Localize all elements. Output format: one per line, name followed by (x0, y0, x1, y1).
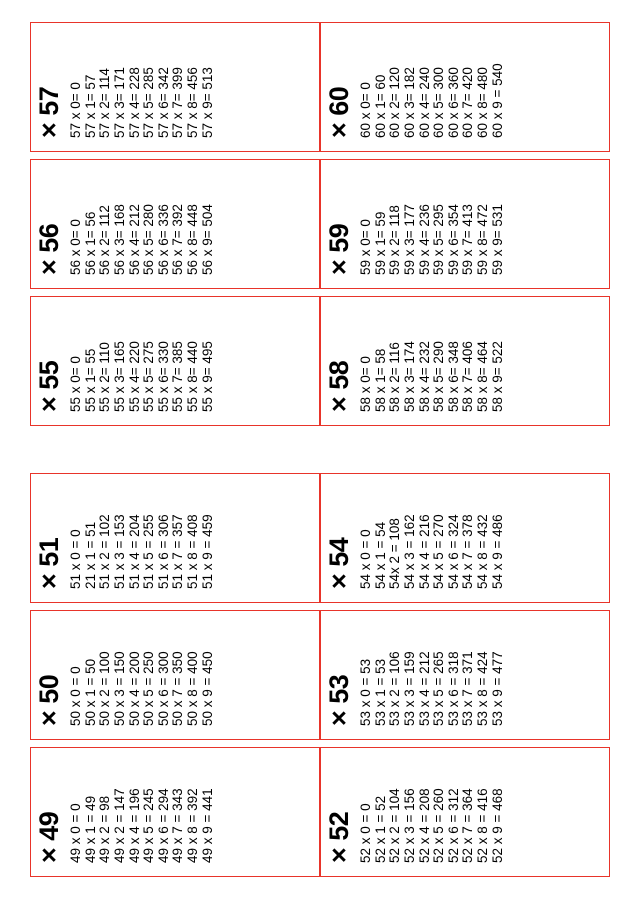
fact-row: 51 x 0 = 0 (68, 529, 83, 589)
fact-row: 52 x 9 = 468 (489, 788, 505, 863)
fact-row: 56 x 4= 212 (126, 204, 142, 275)
fact-row: 56 x 7= 392 (170, 204, 186, 275)
group-spacer (0, 426, 640, 473)
fact-row: 53 x 5 = 265 (431, 651, 447, 726)
fact-row: 56 x 5= 280 (141, 204, 157, 275)
fact-row: 55 x 9= 495 (199, 341, 215, 412)
fact-row: 56 x 8= 448 (185, 204, 201, 275)
fact-row: 52 x 3 = 156 (401, 788, 417, 863)
fact-row: 49 x 1 = 49 (82, 795, 98, 863)
fact-row: 60 x 7= 420 (460, 67, 476, 138)
card-group-upper (0, 0, 640, 426)
flashcard-55[interactable] (30, 296, 320, 426)
fact-row: 51 x 9 = 459 (199, 514, 215, 589)
flashcard-50[interactable] (30, 610, 320, 740)
fact-row: 55 x 8= 440 (185, 341, 201, 412)
fact-list (63, 788, 215, 877)
fact-row: 59 x 1= 59 (372, 211, 388, 275)
fact-row: 52 x 2 = 104 (387, 788, 403, 863)
fact-row: 59 x 5= 295 (431, 204, 447, 275)
fact-row: 56 x 6= 336 (155, 204, 171, 275)
fact-row: 49 x 4 = 196 (126, 788, 142, 863)
fact-row: 53 x 4 = 212 (416, 651, 432, 726)
fact-row: 60 x 1= 60 (372, 74, 388, 138)
fact-row: 52 x 4 = 208 (416, 788, 432, 863)
fact-list (353, 514, 505, 603)
fact-row: 59 x 6= 354 (445, 204, 461, 275)
fact-row: 53 x 9 = 477 (489, 651, 505, 726)
fact-row: 58 x 5= 290 (431, 341, 447, 412)
fact-row: 53 x 7 = 371 (460, 651, 476, 726)
fact-row: 52 x 7 = 364 (460, 788, 476, 863)
fact-row: 57 x 5= 285 (141, 67, 157, 138)
fact-list (63, 204, 215, 289)
fact-row: 21 x 1 = 51 (82, 521, 98, 589)
fact-row: 52 x 8 = 416 (475, 788, 491, 863)
card-title: × 56 (34, 223, 64, 275)
fact-row: 60 x 4= 240 (416, 67, 432, 138)
fact-row: 49 x 8 = 392 (185, 788, 201, 863)
fact-row: 52 x 5 = 260 (431, 788, 447, 863)
fact-row: 57 x 9= 513 (199, 67, 215, 138)
fact-row: 57 x 4= 228 (126, 67, 142, 138)
fact-row: 54 x 7 = 378 (460, 514, 476, 589)
fact-row: 56 x 3= 168 (111, 204, 127, 275)
fact-row: 60 x 5= 300 (431, 67, 447, 138)
fact-row: 58 x 4= 232 (416, 341, 432, 412)
fact-row: 54 x 9 = 486 (489, 514, 505, 589)
fact-row: 50 x 2 = 100 (97, 651, 113, 726)
fact-row: 52 x 1 = 52 (372, 795, 388, 863)
fact-row: 53 x 3 = 159 (401, 651, 417, 726)
fact-row: 50 x 3 = 150 (111, 651, 127, 726)
fact-row: 49 x 0 = 0 (68, 803, 83, 863)
card-title: × 58 (324, 360, 354, 412)
fact-row: 50 x 4 = 200 (126, 651, 142, 726)
fact-row: 50 x 9 = 450 (199, 651, 215, 726)
fact-row: 56 x 0= 0 (68, 219, 83, 275)
fact-row: 60 x 3= 182 (401, 67, 417, 138)
flashcard-56[interactable] (30, 159, 320, 289)
fact-row: 50 x 7 = 350 (170, 651, 186, 726)
fact-row: 57 x 6= 342 (155, 67, 171, 138)
fact-row: 51 x 4 = 204 (126, 514, 142, 589)
card-title: × 52 (324, 811, 354, 863)
fact-row: 49 x 5 = 245 (141, 788, 157, 863)
fact-row: 49 x 7 = 343 (170, 788, 186, 863)
fact-row: 50 x 1 = 50 (82, 658, 98, 726)
fact-row: 53 x 8 = 424 (475, 651, 491, 726)
fact-row: 51 x 2 = 102 (97, 514, 113, 589)
fact-row: 57 x 8= 456 (185, 67, 201, 138)
fact-row: 52 x 6 = 312 (445, 788, 461, 863)
fact-row: 58 x 0= 0 (358, 356, 373, 412)
fact-row: 49 x 9 = 441 (199, 788, 215, 863)
fact-row: 53 x 0 = 53 (358, 658, 373, 726)
flashcard-54[interactable] (320, 473, 610, 603)
fact-row: 50 x 8 = 400 (185, 651, 201, 726)
fact-row: 59 x 0= 0 (358, 219, 373, 275)
fact-row: 58 x 3= 174 (401, 341, 417, 412)
fact-row: 53 x 2 = 106 (387, 651, 403, 726)
fact-row: 54 x 3 = 162 (401, 514, 417, 589)
fact-row: 56 x 2= 112 (97, 205, 113, 275)
fact-list (353, 204, 505, 289)
fact-row: 54 x 5 = 270 (431, 514, 447, 589)
fact-list (353, 788, 505, 877)
fact-row: 58 x 1= 58 (372, 348, 388, 412)
fact-row: 54 x 4 = 216 (416, 514, 432, 589)
flashcard-57[interactable] (30, 22, 320, 152)
card-row (0, 747, 640, 877)
fact-row: 51 x 5 = 255 (141, 514, 157, 589)
fact-row: 51 x 7 = 357 (170, 514, 186, 589)
fact-row: 52 x 0 = 0 (358, 803, 373, 863)
fact-row: 55 x 6= 330 (155, 341, 171, 412)
fact-row: 53 x 6 = 318 (445, 651, 461, 726)
fact-row: 59 x 3= 177 (401, 204, 417, 275)
fact-row: 59 x 7= 413 (460, 204, 476, 275)
fact-list (63, 67, 215, 152)
fact-row: 54 x 8 = 432 (475, 514, 491, 589)
fact-row: 51 x 8 = 408 (185, 514, 201, 589)
fact-row: 56 x 1= 56 (82, 211, 98, 275)
fact-list (63, 341, 215, 426)
fact-row: 54 x 0 = 0 (358, 529, 373, 589)
fact-row: 59 x 8= 472 (475, 204, 491, 275)
fact-list (63, 514, 215, 603)
fact-row: 57 x 3= 171 (111, 67, 127, 138)
fact-row: 54 x 1 = 54 (372, 521, 388, 589)
card-row (0, 296, 640, 426)
row-spacer (0, 740, 640, 747)
flashcard-58[interactable] (320, 296, 610, 426)
card-title: × 59 (324, 223, 354, 275)
fact-row: 60 x 9 = 540 (489, 63, 505, 138)
fact-row: 50 x 0 = 0 (68, 666, 83, 726)
card-title: × 54 (324, 537, 354, 589)
flashcard-53[interactable] (320, 610, 610, 740)
row-spacer (0, 289, 640, 296)
fact-row: 59 x 2= 118 (387, 205, 403, 275)
row-spacer (0, 603, 640, 610)
fact-row: 54 x 6 = 324 (445, 514, 461, 589)
fact-row: 55 x 7= 385 (170, 341, 186, 412)
fact-row: 57 x 2= 114 (97, 68, 113, 138)
fact-row: 53 x 1 = 53 (372, 658, 388, 726)
flashcard-59[interactable] (320, 159, 610, 289)
card-title: × 57 (34, 86, 64, 138)
fact-row: 55 x 3= 165 (111, 341, 127, 412)
flashcard-52[interactable] (320, 747, 610, 877)
fact-row: 49 x 2 = 98 (97, 795, 113, 863)
fact-row: 50 x 5 = 250 (141, 651, 157, 726)
card-title: × 53 (324, 674, 354, 726)
fact-row: 58 x 2= 116 (387, 342, 403, 412)
card-row (0, 473, 640, 603)
fact-row: 57 x 0= 0 (68, 82, 83, 138)
fact-row: 49 x 6 = 294 (155, 788, 171, 863)
fact-row: 59 x 4= 236 (416, 204, 432, 275)
fact-row: 59 x 9= 531 (489, 204, 505, 275)
fact-row: 60 x 6= 360 (445, 67, 461, 138)
fact-row: 57 x 1= 57 (82, 74, 98, 138)
fact-row: 55 x 2= 110 (97, 342, 113, 412)
fact-row: 54x 2 = 108 (387, 518, 403, 589)
fact-row: 51 x 6 = 306 (155, 514, 171, 589)
card-title: × 50 (34, 674, 64, 726)
fact-list (353, 651, 505, 740)
fact-row: 60 x 8= 480 (475, 67, 491, 138)
fact-row: 51 x 3 = 153 (111, 514, 127, 589)
fact-row: 55 x 0= 0 (68, 356, 83, 412)
row-spacer (0, 152, 640, 159)
flashcard-51[interactable] (30, 473, 320, 603)
card-title: × 60 (324, 86, 354, 138)
fact-list (63, 651, 215, 740)
card-title: × 49 (34, 811, 64, 863)
card-row (0, 22, 640, 152)
fact-row: 58 x 8= 464 (475, 341, 491, 412)
card-title: × 51 (34, 537, 64, 589)
fact-row: 58 x 6= 348 (445, 341, 461, 412)
card-group-lower (0, 473, 640, 877)
fact-row: 60 x 2= 120 (387, 67, 403, 138)
fact-row: 50 x 6 = 300 (155, 651, 171, 726)
fact-row: 56 x 9= 504 (199, 204, 215, 275)
card-row (0, 610, 640, 740)
fact-row: 58 x 7= 406 (460, 341, 476, 412)
fact-list (353, 341, 505, 426)
card-title: × 55 (34, 360, 64, 412)
fact-row: 60 x 0= 0 (358, 82, 373, 138)
fact-row: 55 x 5= 275 (141, 341, 157, 412)
fact-row: 55 x 1= 55 (82, 348, 98, 412)
card-row (0, 159, 640, 289)
flashcard-49[interactable] (30, 747, 320, 877)
fact-list (353, 63, 505, 152)
fact-row: 58 x 9= 522 (489, 341, 505, 412)
fact-row: 49 x 2 = 147 (111, 788, 127, 863)
fact-row: 55 x 4= 220 (126, 341, 142, 412)
flashcard-60[interactable] (320, 22, 610, 152)
fact-row: 57 x 7= 399 (170, 67, 186, 138)
